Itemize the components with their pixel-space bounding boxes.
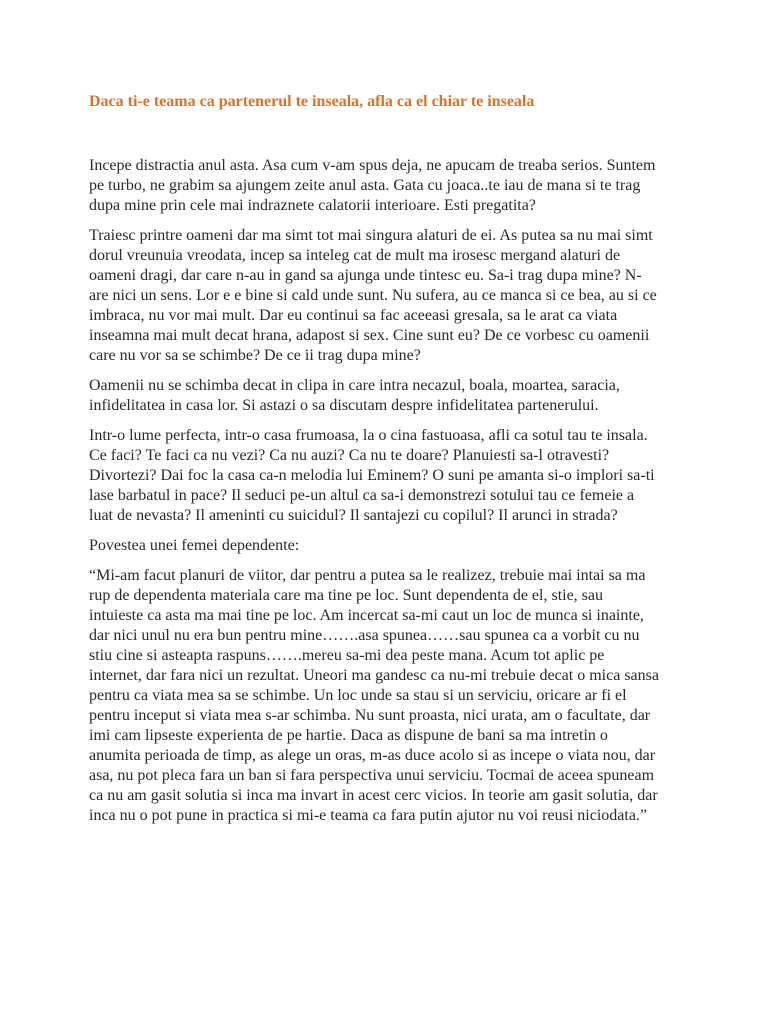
paragraph-questions: Intr-o lume perfecta, intr-o casa frumoasa, la o cina fastuoasa, afli ca sotul tau te insala. Ce faci? Te faci ca nu vezi? Ca nu auzi? Ca nu te doare? Planuiesti sa-l otravesti? Divortezi? Dai foc la casa ca-n melodia lui Eminem? O suni pe amanta si-o implori sa-ti lase barbatul in pace? Il seduci pe-un altul ca sa-i demonstrezi sotului tau ce femeie a luat de nevasta? Il ameninti cu suicidul? Il santajezi cu copilul? Il arunci in strada?	[89, 427, 655, 524]
document-page	[89, 92, 661, 836]
paragraph-intro: Incepe distractia anul asta. Asa cum v-am spus deja, ne apucam de treaba serios. Suntem pe turbo, ne grabim sa ajungem zeite anul asta. Gata cu joaca..te iau de mana si te trag dupa mine prin cele mai indraznete calatorii interioare. Esti pregatita?	[89, 157, 656, 214]
article-title: Daca ti-e teama ca partenerul te inseala, afla ca el chiar te inseala	[89, 93, 535, 110]
paragraph-story-heading: Povestea unei femei dependente:	[89, 537, 300, 554]
paragraph-change: Oamenii nu se schimba decat in clipa in care intra necazul, boala, moartea, saracia, infidelitatea in casa lor. Si astazi o sa discutam despre infidelitatea partenerului.	[89, 377, 620, 414]
paragraph-people: Traiesc printre oameni dar ma simt tot mai singura alaturi de ei. As putea sa nu mai simt dorul vreunuia vreodata, incep sa inteleg cat de mult ma irosesc mergand alaturi de oameni dragi, dar care n-au in gand sa ajunga unde tintesc eu. Sa-i trag dupa mine? N-are nici un sens. Lor e e bine si cald unde sunt. Nu sufera, au ce manca si ce bea, au si ce imbraca, nu vor mai mult. Dar eu continui sa fac aceeasi gresala, sa le arat ca viata inseamna mai mult decat hrana, adapost si sex. Cine sunt eu? De ce vorbesc cu oamenii care nu vor sa se schimbe? De ce ii trag dupa mine?	[89, 227, 657, 364]
paragraph-quote: “Mi-am facut planuri de viitor, dar pentru a putea sa le realizez, trebuie mai intai sa ma rup de dependenta materiala care ma tine pe loc. Sunt dependenta de el, stie, sau intuieste ca asta ma mai tine pe loc. Am incercat sa-mi caut un loc de munca si inainte, dar nici unul nu era bun pentru mine…….asa spunea……sau spunea ca a vorbit cu nu stiu cine si asteapta raspuns…….mereu sa-mi dea peste mana. Acum tot aplic pe internet, dar fara nici un rezultat. Uneori ma gandesc ca nu-mi trebuie decat o mica sansa pentru ca viata mea sa se schimbe. Un loc unde sa stau si un serviciu, oricare ar fi el pentru inceput si viata mea s-ar schimba. Nu sunt proasta, nici urata, am o facultate, dar imi cam lipseste experienta de pe hartie. Daca as dispune de bani sa ma intretin o anumita perioada de timp, as alege un oras, m-as duce acolo si as incepe o viata nou, dar asa, nu pot pleca fara un ban si fara perspectiva unui serviciu. Tocmai de aceea spuneam ca nu am gasit solutia si inca ma invart in acest cerc vicios. In teorie am gasit solutia, dar inca nu o pot pune in practica si mi-e teama ca fara putin ajutor nu voi reusi niciodata.”	[89, 567, 659, 824]
